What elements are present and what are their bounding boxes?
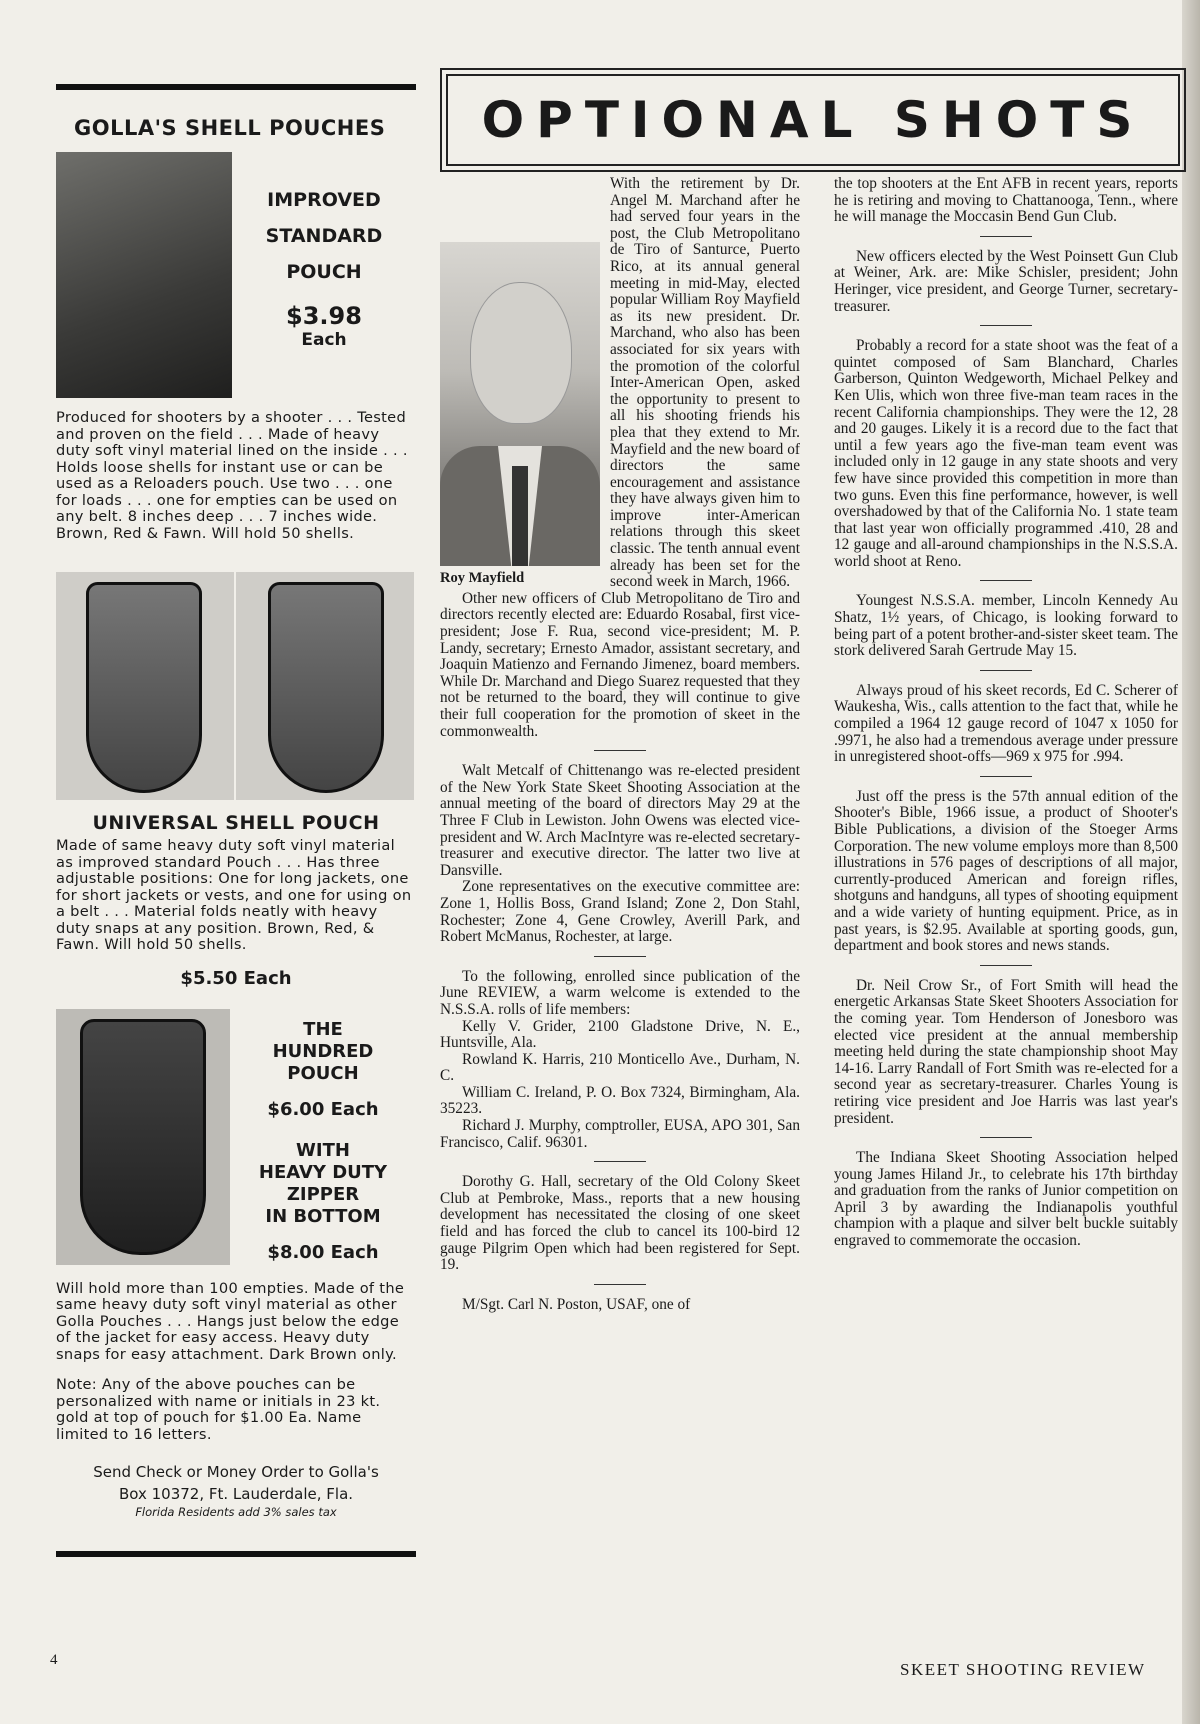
col2-paragraph-8: The Indiana Skeet Shooting Association helped young James Hiland Jr., to celebrate his 17th birthday and graduation from the ranks of Junior competition on April 3 by awarding the Indianapolis youthful champion with a plaque and silver belt buckle suitably engraved to commemorate the occasion. [834, 1149, 1178, 1250]
col1-paragraph-5: To the following, enrolled since publication of the June REVIEW, a warm welcome is extended to the N.S.S.A. rolls of life members: [440, 967, 800, 1018]
divider [980, 776, 1032, 777]
col1-paragraph-7: M/Sgt. Carl N. Poston, USAF, one of [462, 1295, 691, 1313]
col1-paragraph-2: Other new officers of Club Metropolitano de Tiro and directors recently elected are: Eduardo Rosabal, first vice-president; Jose F. Rua, second vice-president; M. P. Landy, secretary; Ernesto Amador, assistant secretary, and Joaquin Matienzo and Fernando Jimenez, board members. While Dr. Marchand and Diego Suarez requested that they not be returned to the board, they will continue to give their full cooperation for the promotion of skeet in the commonwealth. [440, 589, 800, 740]
running-footer: SKEET SHOOTING REVIEW [900, 1660, 1146, 1679]
improved-pouch-row [56, 152, 416, 398]
universal-pouch-photo-1 [56, 572, 234, 800]
col2-paragraph-7: Dr. Neil Crow Sr., of Fort Smith will head the energetic Arkansas State Skeet Shooters Association for the coming year. Tom Henderson of Jonesboro was elected vice president at the annual membership meeting held during the state championship shoot May 14-16. Larry Randall of Fort Smith was re-elected for a second year as secretary-treasurer. Charles Young is retiring vice president and Joe Harris was last year's president. [834, 976, 1178, 1127]
divider [980, 1137, 1032, 1138]
universal-pouch-title: UNIVERSAL SHELL POUCH [92, 812, 380, 834]
ad-top-rule [56, 84, 416, 90]
improved-pouch-description: Produced for shooters by a shooter . . . Tested and proven on the field . . . Made of heavy duty soft vinyl material lined on the inside . . . Holds loose shells for instant use or can be used as a Reloaders pouch. Use two . . . one for loads . . . one for empties can be used on any belt. 8 inches deep . . . 7 inches wide. Brown, Red & Fawn. Will hold 50 shells. [56, 409, 408, 542]
universal-pouch-description: Made of same heavy duty soft vinyl material as improved standard Pouch . . . Has three adjustable positions: One for long jackets, one for short jackets or vests, and one for using on a belt . . . Material folds neatly with heavy duty snaps at any position. Brown, Red, & Fawn. Will hold 50 shells. [56, 837, 412, 953]
divider [594, 750, 646, 751]
col2-paragraph-5: Always proud of his skeet records, Ed C. Scherer of Waukesha, Wis., calls attention to the fact that, while he compiled a 1964 12 gauge record of 1047 x 1050 for .9971, he also had a tremendous average under pressure in unregistered shoot-offs—969 x 975 for .994. [834, 681, 1178, 766]
col1-member-2: Rowland K. Harris, 210 Monticello Ave., Durham, N. C. [440, 1050, 800, 1085]
ad-title: GOLLA'S SHELL POUCHES [74, 116, 386, 140]
roy-mayfield-photo [440, 242, 600, 566]
improved-pouch-each: Each [301, 330, 347, 350]
order-address: Send Check or Money Order to Golla's Box 10372, Ft. Lauderdale, Fla. [93, 1463, 379, 1503]
section-heading: OPTIONAL SHOTS [481, 91, 1145, 149]
universal-pouch-price: $5.50 Each [180, 967, 292, 989]
article-column-1 [440, 176, 800, 1313]
hundred-pouch-photo [56, 1009, 230, 1265]
section-heading-box [446, 74, 1180, 166]
zipper-pouch-price: $8.00 Each [267, 1241, 379, 1263]
col1-member-3: William C. Ireland, P. O. Box 7324, Birmingham, Ala. 35223. [440, 1083, 800, 1118]
hundred-pouch-price: $6.00 Each [267, 1098, 379, 1120]
improved-pouch-price: $3.98 [286, 302, 362, 330]
hundred-pouch-row [56, 1009, 416, 1265]
divider [980, 670, 1032, 671]
ad-bottom-rule [56, 1551, 416, 1557]
divider [594, 1161, 646, 1162]
hundred-pouch-description: Will hold more than 100 empties. Made of the same heavy duty soft vinyl material as other Golla Pouches . . . Hangs just below the edge of the jacket for easy access. Heavy duty snaps for easy attachment. Dark Brown only. [56, 1279, 405, 1363]
col1-member-1: Kelly V. Grider, 2100 Gladstone Drive, N. E., Huntsville, Ala. [440, 1017, 800, 1052]
page-number: 4 [50, 1652, 58, 1668]
divider [980, 965, 1032, 966]
improved-pouch-title: IMPROVED STANDARD POUCH [265, 189, 383, 283]
divider [980, 325, 1032, 326]
divider [980, 236, 1032, 237]
florida-tax-note: Florida Residents add 3% sales tax [135, 1505, 337, 1519]
golla-advertisement [56, 84, 416, 1557]
page-edge [1182, 0, 1200, 1724]
article-column-2 [834, 176, 1178, 1250]
col1-paragraph-3: Walt Metcalf of Chittenango was re-elected president of the New York State Skeet Shooting Association at the annual meeting of the board of directors May 29 at the Three F Club in Lewiston. John Owens was elected vice-president and W. Arch MacIntyre was re-elected secretary-treasurer and executive director. The latter two live at Dansville. [440, 762, 800, 879]
improved-pouch-price-block [232, 152, 416, 350]
col2-paragraph-1: the top shooters at the Ent AFB in recent years, reports he is retiring and moving to Chattanooga, Tenn., where he will manage the Moccasin Bend Gun Club. [834, 175, 1178, 226]
zipper-pouch-title: WITH HEAVY DUTY ZIPPER IN BOTTOM [258, 1139, 388, 1227]
col2-paragraph-6: Just off the press is the 57th annual edition of the Shooter's Bible, 1966 issue, a product of Shooter's Bible Publications, a division of the Stoeger Arms Corporation. The new volume employs more than 8,500 illustrations in 576 pages of descriptions of all major, currently-produced American and foreign rifles, shotguns and handguns, all types of shooting equipment and a wide variety of hunting equipment. Price, as in past years, is $2.95. Available at sporting goods, gun, department and book stores and news stands. [834, 787, 1178, 955]
divider [594, 956, 646, 957]
col1-member-4: Richard J. Murphy, comptroller, EUSA, APO 301, San Francisco, Calif. 96301. [440, 1117, 800, 1151]
col2-paragraph-2: New officers elected by the West Poinsett Gun Club at Weiner, Ark. are: Mike Schisler, president; John Heringer, vice president, and George Turner, secretary-treasurer. [834, 247, 1178, 315]
improved-pouch-photo [56, 152, 232, 398]
col1-paragraph-6: Dorothy G. Hall, secretary of the Old Colony Skeet Club at Pembroke, Mass., reports that a new housing development has necessitated the closing of one skeet field and has forced the club to cancel its 100-bird 12 gauge Pilgrim Open which had been registered for Sept. 19. [440, 1173, 800, 1274]
divider [980, 580, 1032, 581]
divider [594, 1284, 646, 1285]
universal-pouch-photos [56, 572, 416, 800]
portrait-tie [512, 466, 528, 566]
col2-paragraph-4: Youngest N.S.S.A. member, Lincoln Kennedy Au Shatz, 1½ years, of Chicago, is looking forward to being part of a potent brother-and-sister skeet team. The stork delivered Sarah Gertrude May 15. [834, 592, 1178, 660]
hundred-pouch-title: THE HUNDRED POUCH [272, 1018, 374, 1084]
col1-paragraph-1: Roy Mayfield With the retirement by Dr. Angel M. Marchand after he had served four years in the post, the Club Metropolitano de Tiro of Santurce, Puerto Rico, at its annual general meeting in mid-May, elected popular William Roy Mayfield as its new president. Dr. Marchand, who also has been associated for six years with the promotion of the colorful Inter-American Open, asked the opportunity to present to all his shooting friends his plea that they extend to Mr. Mayfield and the new board of directors the same encouragement and assistance they have always given him to improve inter-American relations through this skeet classic. The tenth annual event already has been set for the second week in March, 1966. [440, 175, 800, 591]
col1-paragraph-4: Zone representatives on the executive committee are: Zone 1, Hollis Boss, Grand Island; Zone 2, Don Stahl, Rochester; Zone 4, Gene Crowley, Averill Park, and Robert McManus, Rochester, at large. [440, 878, 800, 946]
photo-caption: Roy Mayfield [440, 570, 525, 586]
personalization-note: Note: Any of the above pouches can be personalized with name or initials in 23 kt. gold at top of pouch for $1.00 Ea. Name limited to 16 letters. [56, 1376, 381, 1443]
col2-paragraph-3: Probably a record for a state shoot was the feat of a quintet composed of Sam Blanchard, Charles Garberson, Quinton Wedgeworth, Michael Pelkey and Ken Ulis, which won three five-man team races in the recent California championships. They were the 12, 28 and 20 gauges. Likely it is a record due to the fact that until a few years ago the five-man team event was included only in 12 gauge in any state shoots and very few have since provided this competition in more than two guns. Even this fine performance, however, is well overshadowed by that of the California No. 1 state team that last year won officially programmed .410, 28 and 12 gauge and all-around championships in the N.S.S.A. world shoot at Reno. [834, 337, 1178, 570]
hundred-pouch-price-block [230, 1009, 416, 1263]
universal-pouch-photo-2 [236, 572, 414, 800]
portrait-face [470, 282, 572, 424]
